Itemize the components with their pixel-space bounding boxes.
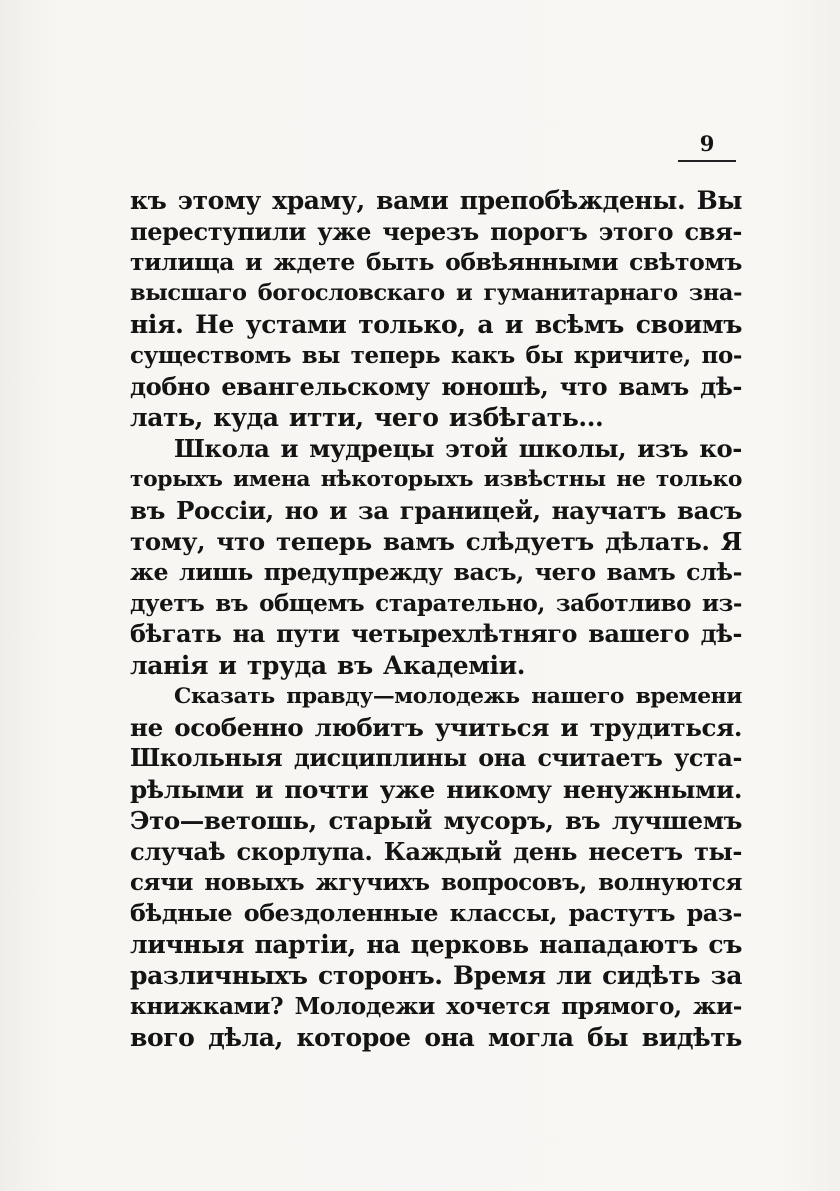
text-line: лать, куда итти, чего избѣгать... bbox=[130, 403, 604, 432]
text-line: тилища и ждете быть обвѣянными свѣтомъ bbox=[130, 248, 742, 276]
body-text bbox=[130, 185, 742, 1053]
text-line: высшаго богословскаго и гуманитарнаго зна- bbox=[130, 280, 742, 306]
text-line: вого дѣла, которое она могла бы видѣть bbox=[130, 1023, 742, 1052]
text-line: ланія и труда въ Академіи. bbox=[130, 651, 526, 680]
text-line: въ Россіи, но и за границей, научатъ васъ bbox=[130, 496, 742, 525]
text-line: бѣгать на пути четырехлѣтняго вашего дѣ- bbox=[130, 620, 742, 648]
paragraph-1 bbox=[130, 185, 742, 433]
paragraph-2 bbox=[130, 433, 742, 681]
text-line: Школа и мудрецы этой школы, изъ ко- bbox=[174, 434, 742, 463]
text-line: нія. Не устами только, а и всѣмъ своимъ bbox=[130, 310, 742, 339]
text-line: сячи новыхъ жгучихъ вопросовъ, волнуются bbox=[130, 869, 742, 896]
text-line: добно евангельскому юношѣ, что вамъ дѣ- bbox=[130, 372, 742, 401]
text-line: не особенно любитъ учиться и трудиться. bbox=[130, 713, 742, 742]
paragraph-3 bbox=[130, 681, 742, 1053]
text-line: случаѣ скорлупа. Каждый день несетъ ты- bbox=[130, 837, 742, 866]
text-line: переступили уже черезъ порогъ этого свя- bbox=[130, 217, 742, 246]
text-line: же лишь предупрежду васъ, чего вамъ слѣ- bbox=[130, 558, 742, 586]
text-line: торыхъ имена нѣкоторыхъ извѣстны не только bbox=[130, 467, 742, 492]
text-line: существомъ вы теперь какъ бы кричите, по- bbox=[130, 342, 742, 369]
text-line: къ этому храму, вами препобѣждены. Вы bbox=[130, 186, 742, 215]
text-line: рѣлыми и почти уже никому ненужными. bbox=[130, 775, 742, 804]
text-line: Сказать правду—молодежь нашего времени bbox=[174, 684, 742, 709]
text-line: книжками? Молодежи хочется прямого, жи- bbox=[130, 993, 742, 1020]
text-line: различныхъ сторонъ. Время ли сидѣть за bbox=[130, 961, 742, 990]
text-line: личныя партіи, на церковь нападаютъ съ bbox=[130, 930, 742, 959]
text-line: Школьныя дисциплины она считаетъ уста- bbox=[130, 744, 742, 772]
text-line: дуетъ въ общемъ старательно, заботливо из- bbox=[130, 590, 742, 617]
page-number-rule bbox=[678, 160, 736, 162]
text-line: тому, что теперь вамъ слѣдуетъ дѣлать. Я bbox=[130, 527, 742, 556]
text-line: Это—ветошь, старый мусоръ, въ лучшемъ bbox=[130, 806, 742, 835]
page-number: 9 bbox=[699, 131, 715, 156]
text-line: бѣдные обездоленные классы, растутъ раз- bbox=[130, 899, 742, 927]
